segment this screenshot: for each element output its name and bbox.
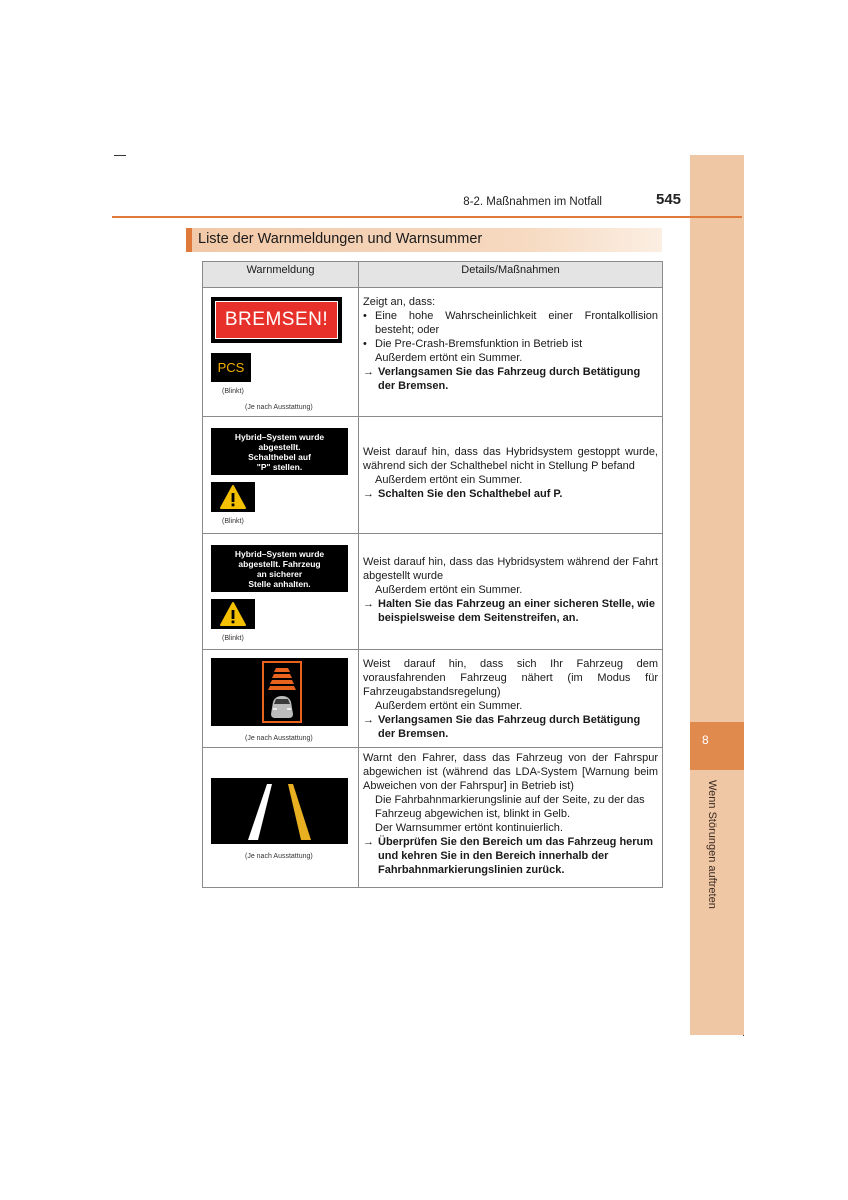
details-text: Warnt den Fahrer, dass das Fahrzeug von der Fahrspur abgewichen ist (während das LDA-System [Warnung beim Abweichen von der Fahrspur] in Betrieb ist) <box>363 752 658 792</box>
warning-indicator <box>211 482 255 512</box>
blink-note: (Blinkt) <box>222 635 244 642</box>
details-cell <box>359 748 663 888</box>
action-instruction: → Verlangsamen Sie das Fahrzeug durch Betätigung der Bremsen. <box>363 365 658 393</box>
table-row <box>203 748 663 888</box>
details-text: Weist darauf hin, dass sich Ihr Fahrzeug dem vorausfahrenden Fahrzeug nähert (im Modus für Fahrzeugabstandsregelung) <box>363 658 658 698</box>
action-text: Halten Sie das Fahrzeug an einer sicheren Stelle, wie beispielsweise dem Seitenstreifen, an. <box>378 598 655 624</box>
details-bullet-text: Die Pre-Crash-Bremsfunktion in Betrieb ist <box>375 338 583 350</box>
brake-warning-display <box>211 297 342 343</box>
equipment-note: (Je nach Ausstattung) <box>245 735 313 742</box>
proximity-warning-display <box>211 658 348 726</box>
hybrid-stopped-display <box>211 428 348 475</box>
warning-table <box>202 261 663 888</box>
display-line: Schalthebel auf <box>248 451 311 462</box>
blink-note: (Blinkt) <box>222 388 244 395</box>
display-line: an sicherer <box>256 568 303 579</box>
lane-departure-icon <box>211 778 348 844</box>
details-cell <box>359 650 663 748</box>
brake-warning-text: BREMSEN! <box>224 309 329 330</box>
header-section-title: 8-2. Maßnahmen im Notfall <box>463 196 602 208</box>
details-cell <box>359 534 663 650</box>
brake-warning-panel <box>215 301 338 339</box>
buzzer-note: Außerdem ertönt ein Summer. <box>375 352 523 364</box>
warning-image-cell <box>203 417 359 534</box>
page-number: 545 <box>656 191 682 208</box>
approach-warning-car-icon <box>211 658 348 726</box>
chapter-number-box[interactable] <box>690 722 744 770</box>
chapter-title: Wenn Störungen auftreten <box>706 780 718 909</box>
action-text: Verlangsamen Sie das Fahrzeug durch Betätigung der Bremsen. <box>378 714 641 740</box>
detail-line: Der Warnsummer ertönt kontinuierlich. <box>375 822 563 834</box>
details-text: Weist darauf hin, dass das Hybridsystem gestoppt wurde, während sich der Schalthebel nicht in Stellung P befand <box>363 446 658 472</box>
details-bullet-text: Eine hohe Wahrscheinlichkeit einer Frontalkollision besteht; oder <box>375 310 658 336</box>
warning-image-cell <box>203 288 359 417</box>
header-rule <box>112 216 742 218</box>
details-intro: Zeigt an, dass: <box>363 296 436 308</box>
details-text: Weist darauf hin, dass das Hybridsystem während der Fahrt abgestellt wurde <box>363 556 658 582</box>
column-header-details: Details/Maßnahmen <box>359 262 663 288</box>
warning-triangle-icon <box>211 599 255 629</box>
table-row <box>203 417 663 534</box>
pcs-indicator-text: PCS <box>217 359 245 375</box>
table-row <box>203 288 663 417</box>
action-text: Verlangsamen Sie das Fahrzeug durch Betätigung der Bremsen. <box>378 366 641 392</box>
display-line: "P" stellen. <box>256 461 303 472</box>
action-text: Überprüfen Sie den Bereich um das Fahrzeug herum und kehren Sie in den Bereich innerhalb der Fahrbahnmarkierungslinien zurück. <box>378 836 654 876</box>
section-title-accent <box>186 228 192 252</box>
chapter-number: 8 <box>702 733 709 747</box>
equipment-note: (Je nach Ausstattung) <box>245 404 313 411</box>
warning-triangle-icon <box>211 482 255 512</box>
action-text: Schalten Sie den Schalthebel auf P. <box>378 488 563 500</box>
action-instruction: → Halten Sie das Fahrzeug an einer sicheren Stelle, wie beispielsweise dem Seitenstreifen, an. <box>363 597 658 625</box>
display-line: Stelle anhalten. <box>248 578 311 589</box>
display-line: abgestellt. <box>258 441 301 452</box>
warning-image-cell <box>203 650 359 748</box>
warning-image-cell <box>203 748 359 888</box>
column-header-warnmeldung: Warnmeldung <box>203 262 359 288</box>
pcs-indicator <box>211 353 251 382</box>
table-row <box>203 534 663 650</box>
detail-line: Die Fahrbahnmarkierungslinie auf der Seite, zu der das Fahrzeug abgewichen ist, blinkt in Gelb. <box>375 794 645 820</box>
crop-mark <box>114 155 126 156</box>
table-header-row <box>203 262 663 288</box>
display-line: Hybrid–System wurde <box>234 431 325 442</box>
hybrid-stopped-drive-display <box>211 545 348 592</box>
warning-image-cell <box>203 534 359 650</box>
display-line: Hybrid–System wurde <box>234 548 325 559</box>
action-instruction: → Schalten Sie den Schalthebel auf P. <box>363 488 563 500</box>
warning-indicator <box>211 599 255 629</box>
details-cell <box>359 288 663 417</box>
blink-note: (Blinkt) <box>222 518 244 525</box>
display-line: abgestellt. Fahrzeug <box>238 558 321 569</box>
details-cell <box>359 417 663 534</box>
section-title: Liste der Warnmeldungen und Warnsummer <box>198 231 483 247</box>
equipment-note: (Je nach Ausstattung) <box>245 853 313 860</box>
buzzer-note: Außerdem ertönt ein Summer. <box>375 584 523 596</box>
table-row <box>203 650 663 748</box>
details-bullet: • Die Pre-Crash-Bremsfunktion in Betrieb ist <box>363 338 583 350</box>
lane-departure-display <box>211 778 348 844</box>
action-instruction: → Überprüfen Sie den Bereich um das Fahrzeug herum und kehren Sie in den Bereich innerhalb der Fahrbahnmarkierungslinien zurück. <box>363 835 658 877</box>
action-instruction: → Verlangsamen Sie das Fahrzeug durch Betätigung der Bremsen. <box>363 713 658 741</box>
buzzer-note: Außerdem ertönt ein Summer. <box>375 474 523 486</box>
details-bullet: • Eine hohe Wahrscheinlichkeit einer Frontalkollision besteht; oder <box>363 310 658 336</box>
buzzer-note: Außerdem ertönt ein Summer. <box>375 700 523 712</box>
